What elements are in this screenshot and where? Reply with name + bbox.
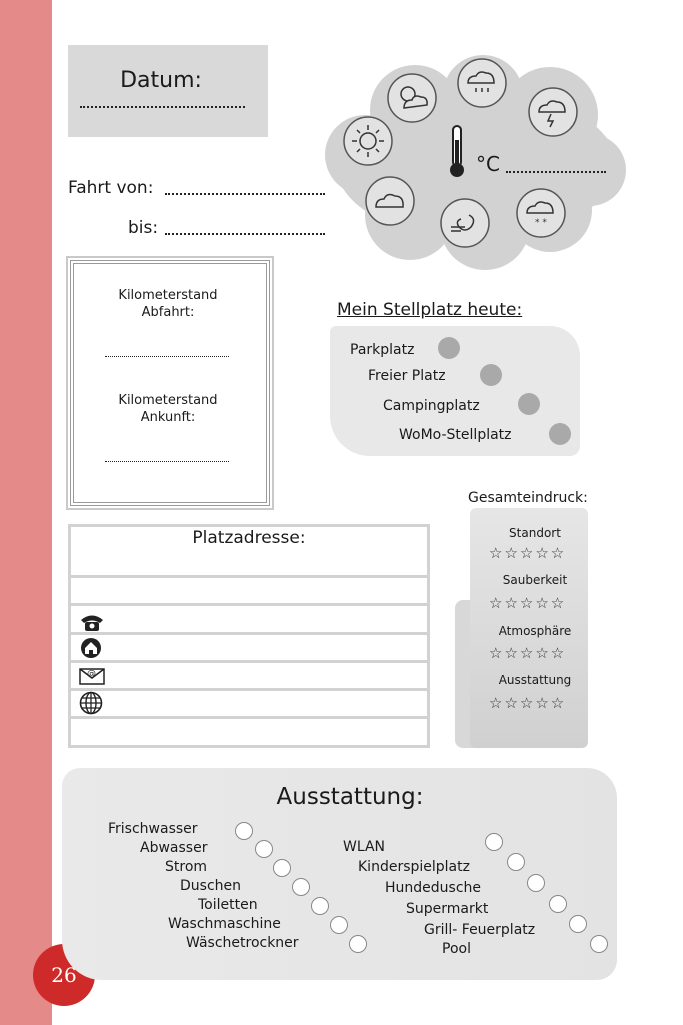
amenity-label: Wäschetrockner (186, 935, 299, 951)
amenities-title: Ausstattung: (276, 784, 424, 810)
odometer-departure-line2: Abfahrt: (141, 305, 195, 320)
amenity-checkbox[interactable] (590, 935, 608, 953)
address-line[interactable] (71, 575, 427, 578)
spot-option-circle[interactable] (549, 423, 571, 445)
amenity-label: Hundedusche (385, 880, 482, 896)
rating-category: Atmosphäre (498, 624, 572, 638)
amenity-label: WLAN (343, 839, 386, 855)
odometer-arrival-label (72, 392, 264, 426)
amenity-checkbox[interactable] (292, 878, 310, 896)
temperature-entry-line[interactable] (506, 171, 606, 173)
globe-icon (79, 691, 103, 715)
amenity-checkbox[interactable] (349, 935, 367, 953)
date-label: Datum: (120, 68, 202, 93)
amenity-checkbox[interactable] (507, 853, 525, 871)
spot-option-label: Freier Platz (368, 368, 446, 384)
snow-cloud-icon[interactable] (515, 187, 567, 239)
spot-option-label: Parkplatz (350, 342, 415, 358)
amenity-label: Pool (442, 941, 471, 957)
svg-text:* *: * * (535, 218, 547, 228)
sun-icon[interactable] (342, 115, 394, 167)
rating-category: Standort (509, 526, 561, 540)
amenity-checkbox[interactable] (255, 840, 273, 858)
amenity-checkbox[interactable] (527, 874, 545, 892)
trip-to-label: bis: (128, 218, 159, 238)
address-title: Platzadresse: (192, 528, 306, 548)
amenity-label: Toiletten (198, 897, 258, 913)
rain-cloud-icon[interactable] (456, 57, 508, 109)
star-rating[interactable]: ☆☆☆☆☆ (489, 694, 567, 712)
amenity-label: Strom (165, 859, 208, 875)
address-box (68, 524, 430, 748)
wind-icon[interactable] (439, 197, 491, 249)
trip-to-entry-line[interactable] (165, 233, 325, 235)
odometer-departure-entry[interactable] (105, 356, 229, 357)
storm-cloud-icon[interactable] (527, 86, 579, 138)
web-line[interactable] (71, 716, 427, 719)
rating-category: Ausstattung (498, 673, 572, 687)
spot-option-circle[interactable] (438, 337, 460, 359)
star-rating[interactable]: ☆☆☆☆☆ (489, 644, 567, 662)
odometer-arrival-line2: Ankunft: (140, 410, 196, 425)
odometer-departure-line1: Kilometerstand (118, 288, 218, 303)
amenity-checkbox[interactable] (273, 859, 291, 877)
phone-line[interactable] (71, 632, 427, 635)
amenity-checkbox[interactable] (330, 916, 348, 934)
email-icon (78, 664, 106, 686)
date-entry-line[interactable] (80, 106, 245, 108)
spot-option-circle[interactable] (518, 393, 540, 415)
phone-icon (78, 611, 106, 633)
trip-from-label: Fahrt von: (68, 178, 154, 198)
cloud-icon[interactable] (364, 175, 416, 227)
odometer-departure-label (72, 287, 264, 321)
spot-option-label: Campingplatz (383, 398, 480, 414)
amenity-label: Abwasser (140, 840, 208, 856)
sidebar-stripe (0, 0, 52, 1025)
amenity-checkbox[interactable] (485, 833, 503, 851)
page-number: 26 (51, 963, 77, 987)
home-icon (80, 637, 102, 659)
rating-category: Sauberkeit (502, 573, 568, 587)
amenity-label: Supermarkt (406, 901, 489, 917)
star-rating[interactable]: ☆☆☆☆☆ (489, 594, 567, 612)
thermometer-icon (442, 122, 472, 182)
amenity-label: Kinderspielplatz (358, 859, 470, 875)
spot-option-label: WoMo-Stellplatz (399, 427, 512, 443)
svg-text:@: @ (87, 669, 96, 679)
spot-title: Mein Stellplatz heute: (337, 300, 523, 320)
amenity-label: Duschen (180, 878, 242, 894)
rating-title: Gesamteindruck: (468, 490, 588, 506)
odometer-arrival-entry[interactable] (105, 461, 229, 462)
email-line[interactable] (71, 688, 427, 691)
amenity-label: Frischwasser (108, 821, 198, 837)
amenity-checkbox[interactable] (235, 822, 253, 840)
address-line[interactable] (71, 603, 427, 606)
amenity-checkbox[interactable] (549, 895, 567, 913)
trip-from-entry-line[interactable] (165, 193, 325, 195)
amenity-label: Grill- Feuerplatz (424, 922, 536, 938)
amenity-checkbox[interactable] (569, 915, 587, 933)
temperature-unit: °C (476, 152, 500, 176)
odometer-arrival-line1: Kilometerstand (118, 393, 218, 408)
amenity-checkbox[interactable] (311, 897, 329, 915)
amenity-label: Waschmaschine (168, 916, 281, 932)
spot-option-circle[interactable] (480, 364, 502, 386)
star-rating[interactable]: ☆☆☆☆☆ (489, 544, 567, 562)
website-home-line[interactable] (71, 660, 427, 663)
